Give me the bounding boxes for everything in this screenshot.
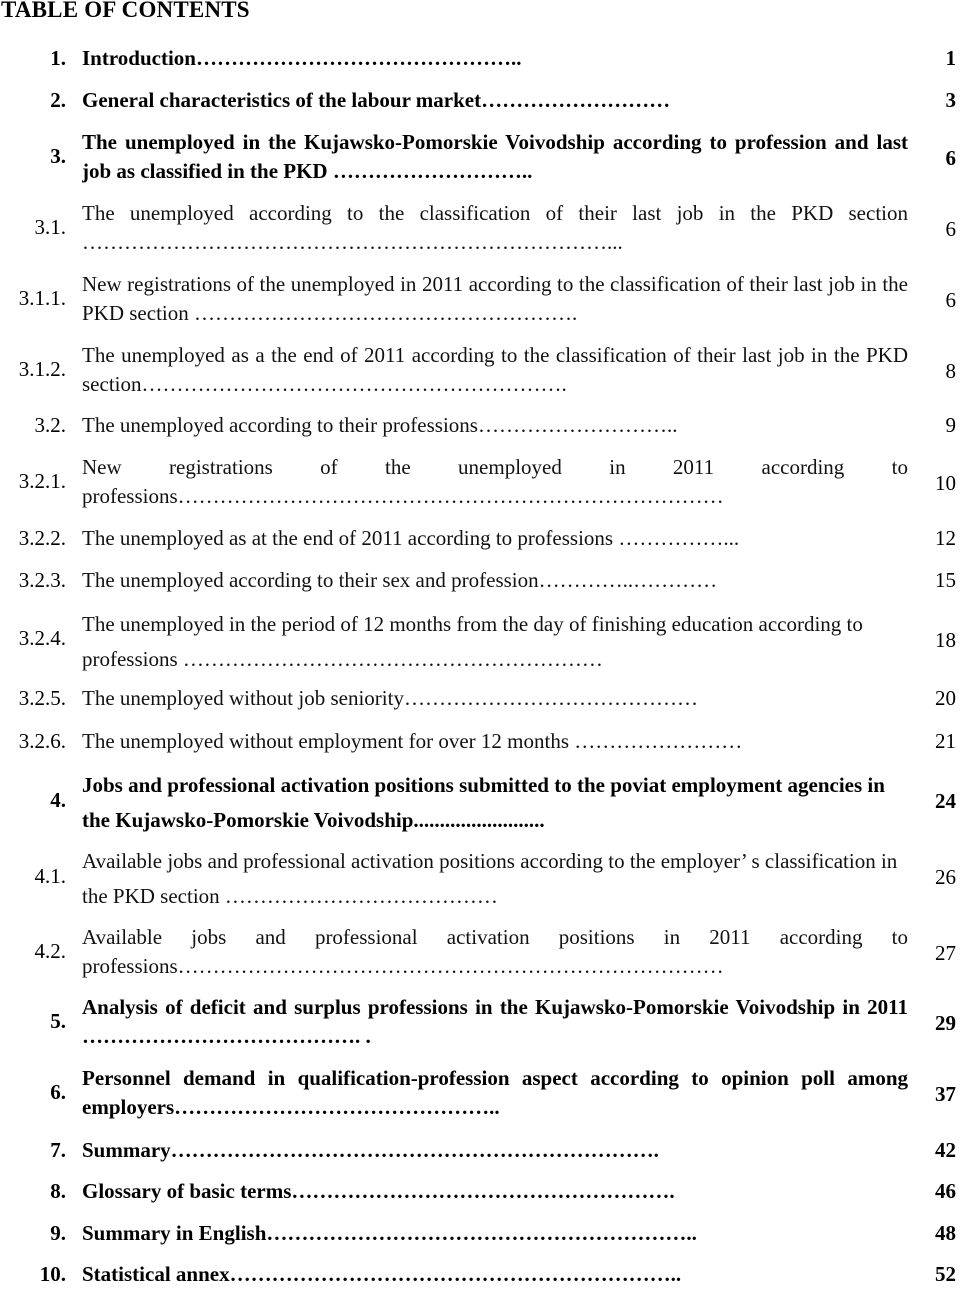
toc-entry-title: The unemployed without job seniority…………………………………… xyxy=(82,686,698,710)
toc-entry-number: 4.2. xyxy=(34,939,66,963)
toc-entry-title: The unemployed according to their sex and profession…………..………… xyxy=(82,568,718,592)
toc-entry-5[interactable] xyxy=(0,993,960,1053)
toc-entry-3-2-5[interactable] xyxy=(0,684,960,714)
toc-entry-3-2-4[interactable] xyxy=(0,607,960,673)
toc-entry-number: 5. xyxy=(50,1009,66,1033)
toc-entry-number: 4. xyxy=(50,788,66,812)
toc-entry-number: 9. xyxy=(50,1221,66,1245)
toc-entry-8[interactable] xyxy=(0,1177,960,1207)
toc-entry-3-2-6[interactable] xyxy=(0,727,960,757)
toc-entry-number: 3.2.5. xyxy=(18,686,66,710)
toc-entry-title: General characteristics of the labour market……………………… xyxy=(82,88,671,112)
toc-entry-number: 3.2.4. xyxy=(18,626,66,650)
toc-entry-10[interactable] xyxy=(0,1260,960,1284)
toc-entry-page: 29 xyxy=(935,1011,956,1035)
toc-entry-number: 2. xyxy=(50,88,66,112)
toc-entry-page: 6 xyxy=(945,288,956,312)
toc-entry-3[interactable] xyxy=(0,128,960,188)
toc-entry-number: 4.1. xyxy=(34,864,66,888)
toc-entry-6[interactable] xyxy=(0,1064,960,1124)
toc-entry-title: Introduction……………………………………….. xyxy=(82,46,522,70)
toc-entry-number: 3. xyxy=(50,144,66,168)
toc-entry-page: 18 xyxy=(935,628,956,652)
toc-entry-3-1-1[interactable] xyxy=(0,270,960,330)
toc-entry-3-2-2[interactable] xyxy=(0,524,960,554)
toc-entry-page: 12 xyxy=(935,526,956,550)
toc-entry-number: 3.2. xyxy=(34,413,66,437)
toc-entry-number: 3.1. xyxy=(34,215,66,239)
toc-entry-title: The unemployed in the period of 12 months from the day of finishing education according to professions …………………………………………………… xyxy=(82,612,863,671)
toc-entry-3-2-3[interactable] xyxy=(0,566,960,596)
toc-entry-page: 48 xyxy=(935,1221,956,1245)
toc-entry-3-1[interactable] xyxy=(0,199,960,259)
toc-entry-page: 6 xyxy=(945,146,956,170)
toc-entry-page: 27 xyxy=(935,941,956,965)
toc-entry-3-2[interactable] xyxy=(0,411,960,441)
toc-entry-title: The unemployed as at the end of 2011 according to professions ……………... xyxy=(82,526,740,550)
toc-entry-4-2[interactable] xyxy=(0,923,960,983)
toc-entry-number: 10. xyxy=(39,1262,66,1286)
toc-entry-title: Statistical annex……………………………………………………….. xyxy=(82,1262,682,1286)
toc-entry-title: Available jobs and professional activation positions according to the employer’ s classification in the PKD section ………………………………… xyxy=(82,849,898,908)
toc-entry-page: 52 xyxy=(935,1262,956,1286)
toc-entry-title: New registrations of the unemployed in 2011 according to professions…………………………………………………………………… xyxy=(82,455,908,508)
toc-entry-page: 24 xyxy=(935,789,956,813)
toc-entry-3-2-1[interactable] xyxy=(0,453,960,513)
toc-entry-page: 21 xyxy=(935,729,956,753)
toc-entry-title: Summary……………………………………………………………. xyxy=(82,1138,659,1162)
toc-entry-number: 6. xyxy=(50,1080,66,1104)
toc-entry-9[interactable] xyxy=(0,1219,960,1249)
toc-heading: TABLE OF CONTENTS xyxy=(1,0,250,22)
toc-entry-page: 20 xyxy=(935,686,956,710)
toc-entry-title: Available jobs and professional activation positions in 2011 according to professions…………………………………………………………………… xyxy=(82,925,908,978)
toc-entry-page: 42 xyxy=(935,1138,956,1162)
toc-entry-page: 10 xyxy=(935,471,956,495)
toc-entry-page: 37 xyxy=(935,1082,956,1106)
toc-entry-number: 3.2.2. xyxy=(18,526,66,550)
toc-entry-number: 8. xyxy=(50,1179,66,1203)
toc-entry-title: The unemployed without employment for over 12 months …………………… xyxy=(82,729,743,753)
toc-entry-number: 3.1.1. xyxy=(18,286,66,310)
toc-entry-title: The unemployed as a the end of 2011 according to the classification of their last job in the PKD section……………………………………………………. xyxy=(82,343,908,396)
toc-entry-page: 15 xyxy=(935,568,956,592)
toc-entry-number: 1. xyxy=(50,46,66,70)
toc-entry-1[interactable] xyxy=(0,44,960,74)
toc-entry-number: 3.2.6. xyxy=(18,729,66,753)
toc-entry-number: 3.2.1. xyxy=(18,469,66,493)
toc-entry-title: Personnel demand in qualification-profession aspect according to opinion poll among employers……………………………………….. xyxy=(82,1066,908,1119)
toc-entry-7[interactable] xyxy=(0,1136,960,1166)
toc-entry-3-1-2[interactable] xyxy=(0,341,960,401)
toc-entry-number: 7. xyxy=(50,1138,66,1162)
toc-entry-page: 9 xyxy=(945,413,956,437)
toc-entry-title: The unemployed in the Kujawsko-Pomorskie Voivodship according to profession and last job as classified in the PKD ……………………….. xyxy=(82,130,908,183)
toc-entry-2[interactable] xyxy=(0,86,960,116)
toc-entry-number: 3.1.2. xyxy=(18,357,66,381)
toc-entry-title: The unemployed according to their professions……………………….. xyxy=(82,413,678,437)
toc-entry-title: The unemployed according to the classification of their last job in the PKD section …………………………………………………………………... xyxy=(82,201,908,254)
toc-entry-page: 46 xyxy=(935,1179,956,1203)
toc-entry-4-1[interactable] xyxy=(0,844,960,910)
toc-entry-title: Summary in English…………………………………………………….. xyxy=(82,1221,697,1245)
toc-entry-page: 26 xyxy=(935,865,956,889)
toc-entry-page: 8 xyxy=(945,359,956,383)
toc-entry-page: 6 xyxy=(945,217,956,241)
toc-entry-page: 3 xyxy=(945,88,956,112)
toc-entry-title: Analysis of deficit and surplus professions in the Kujawsko-Pomorskie Voivodship in 2011 …………………………………. . xyxy=(82,995,908,1048)
toc-entry-title: Jobs and professional activation positions submitted to the poviat employment agencies in the Kujawsko-Pomorskie Voivodship......................... xyxy=(82,773,885,832)
toc-entry-title: Glossary of basic terms………………………………………………. xyxy=(82,1179,675,1203)
toc-entry-title: New registrations of the unemployed in 2011 according to the classification of their last job in the PKD section ………………………………………………. xyxy=(82,272,908,325)
toc-entry-number: 3.2.3. xyxy=(18,568,66,592)
toc-entry-page: 1 xyxy=(945,46,956,70)
toc-entry-4[interactable] xyxy=(0,768,960,834)
